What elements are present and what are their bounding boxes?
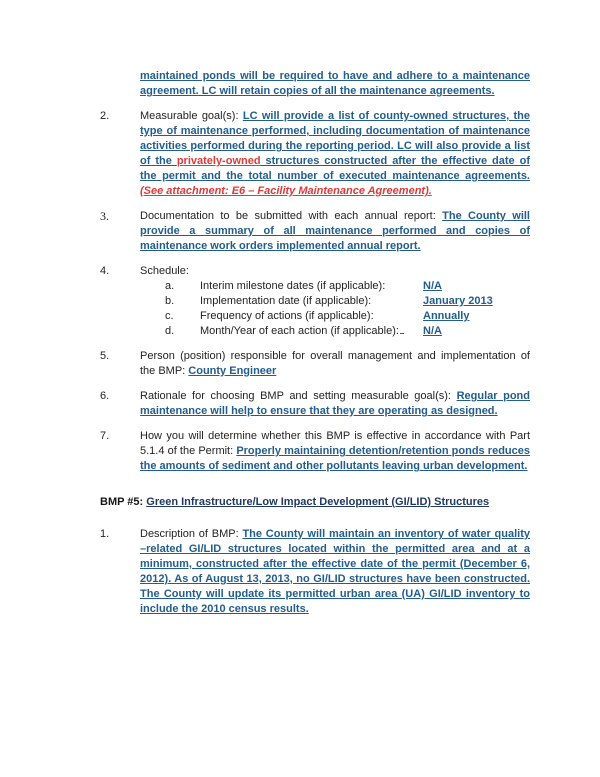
schedule-value-d: N/A [423,325,442,337]
item-2-text [140,109,530,199]
schedule-row-a [140,279,530,294]
bmp5-heading [100,495,530,510]
bmp5-item1-description-text: The County will maintain an inventory of water quality –related GI/LID structures located within the permitted area and at a minimum, constructed after the effective date of the permit (December 6, 2012). As of August 13, 2013, no GI/LID structures have been constructed. The County will update its permitted urban area (UA) GI/LID inventory to include the 2010 census results. [140,528,530,615]
item7-answer-text: Properly maintaining detention/retention ponds reduces the amounts of sediment and other pollutants leaving urban development. [140,445,530,472]
schedule-letter-c: c. [165,310,174,322]
item3-lead-text: Documentation to be submitted with each annual report: [140,210,443,222]
item6-lead-text: Rationale for choosing BMP and setting measurable goal(s): [140,390,457,402]
item-number-4: 4. [100,265,110,277]
item-number-7: 7. [100,430,110,442]
item7-lead-text: How you will determine whether this BMP is effective in accordance with Part 5.1.4 of the Permit: [140,430,530,457]
list-item-7 [100,429,530,474]
item2-privately-owned-text: privately-owned [176,155,261,167]
item2-lead-text: Measurable goal(s): [140,110,243,122]
item-number-6: 6. [100,390,110,402]
item-7-text [140,429,530,474]
bmp5-item-1-text [140,527,530,617]
item-6-text [140,389,530,419]
schedule-label-d: Month/Year of each action (if applicable): [200,324,423,339]
bmp5-item1-lead-text: Description of BMP: [140,528,243,540]
item3-answer-text: The County will provide a summary of all maintenance performed and copies of maintenance work orders implemented annual report. [140,210,530,252]
continuation-paragraph [140,69,530,99]
item6-answer-text: Regular pond maintenance will help to ensure that they are operating as designed. [140,390,530,417]
item-number-3: 3. [100,209,109,223]
item5-answer-text: County Engineer [188,365,277,377]
schedule-label-c: Frequency of actions (if applicable): [200,310,374,322]
list-item-4 [100,264,530,339]
schedule-label-b: Implementation date (if applicable): [200,295,372,307]
schedule-letter-d: d. [165,325,175,337]
item2-goal-text-2: structures constructed after the effective date of the permit and the total number of executed maintenance agreements. [140,155,531,182]
item-4-body [140,264,530,339]
schedule-row-b [140,294,530,309]
continuation-text: maintained ponds will be required to have and adhere to a maintenance agreement. LC will retain copies of all the maintenance agreements. [140,70,530,97]
item2-goal-text: LC will provide a list of county-owned structures, the type of maintenance performed, including documentation of maintenance activities performed during the reporting period. LC will also provide a list of the [140,110,530,167]
list-item-5 [100,349,530,379]
schedule-value-a: N/A [423,280,442,292]
schedule-label-a: Interim milestone dates (if applicable): [200,280,386,292]
schedule-row-c [140,309,530,324]
bmp5-title: Green Infrastructure/Low Impact Development (GI/LID) Structures [146,496,490,508]
bmp5-item-number-1: 1. [100,528,110,540]
underline-mark [400,324,404,334]
list-item-3 [100,209,530,254]
schedule-letter-b: b. [165,295,175,307]
schedule-value-b: January 2013 [423,295,493,307]
item-5-text [140,349,530,379]
item-3-text [140,209,530,254]
item2-attachment-note: (See attachment: E6 – Facility Maintenance Agreement). [140,185,432,197]
bmp5-label: BMP #5: [100,496,147,508]
bmp5-list-item-1 [100,527,530,617]
item-number-5: 5. [100,350,110,362]
list-item-6 [100,389,530,419]
schedule-row-d [140,324,530,339]
schedule-letter-a: a. [165,280,175,292]
schedule-label: Schedule: [140,265,189,277]
list-item-2 [100,109,530,199]
schedule-value-c: Annually [423,310,470,322]
item-number-2: 2. [100,110,110,122]
item5-lead-text: Person (position) responsible for overall management and implementation of the BMP: [140,350,530,377]
